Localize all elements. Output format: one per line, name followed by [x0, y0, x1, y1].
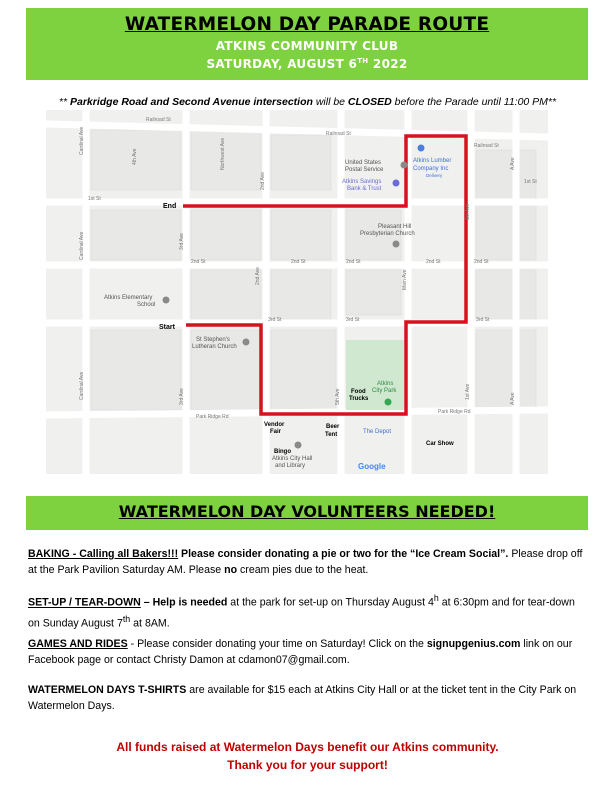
street-label: 2nd St [346, 259, 361, 265]
place-label: City Park [372, 388, 397, 394]
street-label: 1st Ave [465, 383, 471, 400]
setup-sup2: th [122, 613, 131, 624]
place-label: Atkins Lumber [413, 158, 452, 164]
signupgenius-link[interactable]: signupgenius.com [426, 638, 521, 650]
place-label: Car Show [426, 441, 454, 447]
place-label: Postal Service [345, 167, 384, 173]
event-date-ordinal: TH [357, 57, 369, 65]
street-label: Northwest Ave [220, 137, 226, 170]
footer-message [0, 738, 615, 774]
page-title: WATERMELON DAY PARADE ROUTE [124, 14, 490, 35]
place-label: St Stephen's [196, 337, 230, 343]
notice-closed: CLOSED [347, 96, 392, 108]
street-label: 2nd St [426, 259, 441, 265]
place-label: Tent [325, 432, 338, 438]
street-label: 1st Ave [465, 203, 471, 220]
parade-route-map [46, 110, 548, 474]
baking-bold: Please consider donating a pie or two for the “Ice Cream Social”. [178, 548, 509, 560]
notice-suffix: before the Parade until 11:00 PM** [391, 96, 557, 108]
games-text1: - Please consider donating your time on Saturday! Click on the [127, 638, 427, 650]
street-label: 5th Ave [335, 388, 341, 405]
baking-no: no [224, 564, 238, 576]
place-label: Fair [270, 429, 282, 435]
setup-lead: SET-UP / TEAR-DOWN [28, 596, 141, 609]
setup-paragraph [28, 590, 588, 631]
place-label: Presbyterian Church [360, 231, 415, 237]
street-label: 3rd St [476, 317, 490, 323]
street-label: Railroad St [474, 143, 499, 149]
street-label: 1st St [524, 179, 537, 185]
pin-icon [243, 339, 250, 346]
map-svg [46, 110, 548, 474]
notice-mid: will be [312, 96, 348, 108]
volunteers-title: WATERMELON DAY VOLUNTEERS NEEDED! [118, 502, 496, 521]
street-label: 1st St [88, 196, 101, 202]
notice-prefix: ** [58, 96, 70, 108]
place-label: School [137, 302, 156, 308]
street-label: 3rd Ave [179, 388, 185, 405]
tshirts-lead: WATERMELON DAYS T-SHIRTS [28, 684, 187, 696]
street-label: Park Ridge Rd [438, 409, 471, 415]
footer-line2: Thank you for your support! [227, 758, 388, 772]
place-label: Beer [326, 424, 340, 430]
place-label: Atkins Elementary [104, 295, 153, 301]
header-banner [26, 8, 588, 80]
games-lead: GAMES AND RIDES [28, 638, 128, 650]
tshirts-paragraph [28, 682, 588, 714]
street-label: 2nd Ave [260, 172, 266, 190]
tshirts-text: are available for $15 each at Atkins City Hall or at the ticket tent in the City Park on Watermelon Days. [28, 684, 577, 712]
games-text2: link on our Facebook page or contact Christy Damon at cdamon07@gmail.com. [28, 638, 573, 666]
place-label: Bingo [274, 449, 291, 455]
street-label: Main Ave [402, 269, 408, 290]
street-label: 2nd Ave [255, 267, 261, 285]
baking-text1: Please drop off at the Park Pavilion Saturday AM. Please [28, 548, 583, 576]
event-date-year: 2022 [368, 57, 408, 71]
place-label: Trucks [349, 396, 369, 402]
pin-icon [393, 180, 400, 187]
street-label: 2nd St [474, 259, 489, 265]
route-start-label: Start [159, 324, 175, 331]
place-label: Atkins City Hall [272, 456, 313, 462]
street-label: 3rd St [268, 317, 282, 323]
pin-icon [401, 162, 408, 169]
road-closure-notice [0, 96, 615, 108]
place-label: Delivery [426, 173, 443, 178]
organization-name: ATKINS COMMUNITY CLUB [215, 39, 399, 53]
pin-icon [393, 241, 400, 248]
google-logo: Google [358, 462, 386, 471]
street-label: Railroad St [146, 117, 171, 123]
street-label: 2nd St [191, 259, 206, 265]
street-label: 4th Ave [132, 148, 138, 165]
setup-text2: at 6:30pm and for tear-down on Sunday August 7 [28, 596, 575, 630]
baking-text2: cream pies due to the heat. [237, 564, 369, 576]
place-label: Food [351, 389, 366, 395]
place-label: Bank & Trust [347, 186, 382, 192]
pin-icon [418, 145, 425, 152]
route-end-label: End [163, 203, 177, 210]
baking-lead: BAKING - Calling all Bakers!!! [28, 548, 179, 560]
street-label: Cardinal Ave [79, 231, 85, 260]
place-label: Vendor [264, 422, 285, 428]
setup-text3: at 8AM. [130, 617, 170, 630]
volunteers-banner [26, 496, 588, 530]
street-label: Cardinal Ave [79, 371, 85, 400]
street-label: A Ave [510, 392, 516, 405]
street-label: 2nd St [291, 259, 306, 265]
baking-paragraph [28, 546, 588, 578]
place-label: Pleasant Hill [378, 224, 412, 230]
place-label: Atkins Savings [342, 179, 382, 185]
street-label: 3rd St [346, 317, 360, 323]
street-label: Railroad St [326, 131, 351, 137]
event-date-main: SATURDAY, AUGUST 6 [206, 57, 358, 71]
setup-bold: – Help is needed [140, 596, 228, 609]
place-label: Lutheran Church [192, 344, 237, 350]
place-label: Atkins [377, 381, 394, 387]
setup-sup1: h [433, 593, 439, 603]
place-label: The Depot [363, 429, 392, 435]
footer-line1: All funds raised at Watermelon Days benefit our Atkins community. [116, 740, 499, 754]
event-date [26, 57, 588, 71]
street-label: 3rd Ave [179, 233, 185, 250]
pin-icon [385, 399, 392, 406]
setup-text1: at the park for set-up on Thursday August 4 [227, 596, 434, 609]
notice-road: Parkridge Road and Second Avenue intersection [69, 96, 313, 108]
place-label: United States [345, 160, 382, 166]
games-paragraph [28, 636, 588, 668]
place-label: Company Inc [413, 166, 449, 172]
street-label: A Ave [510, 157, 516, 170]
street-label: Park Ridge Rd [196, 414, 229, 420]
street-label: Cardinal Ave [79, 126, 85, 155]
place-label: and Library [275, 463, 306, 469]
pin-icon [163, 297, 170, 304]
pin-icon [295, 442, 302, 449]
